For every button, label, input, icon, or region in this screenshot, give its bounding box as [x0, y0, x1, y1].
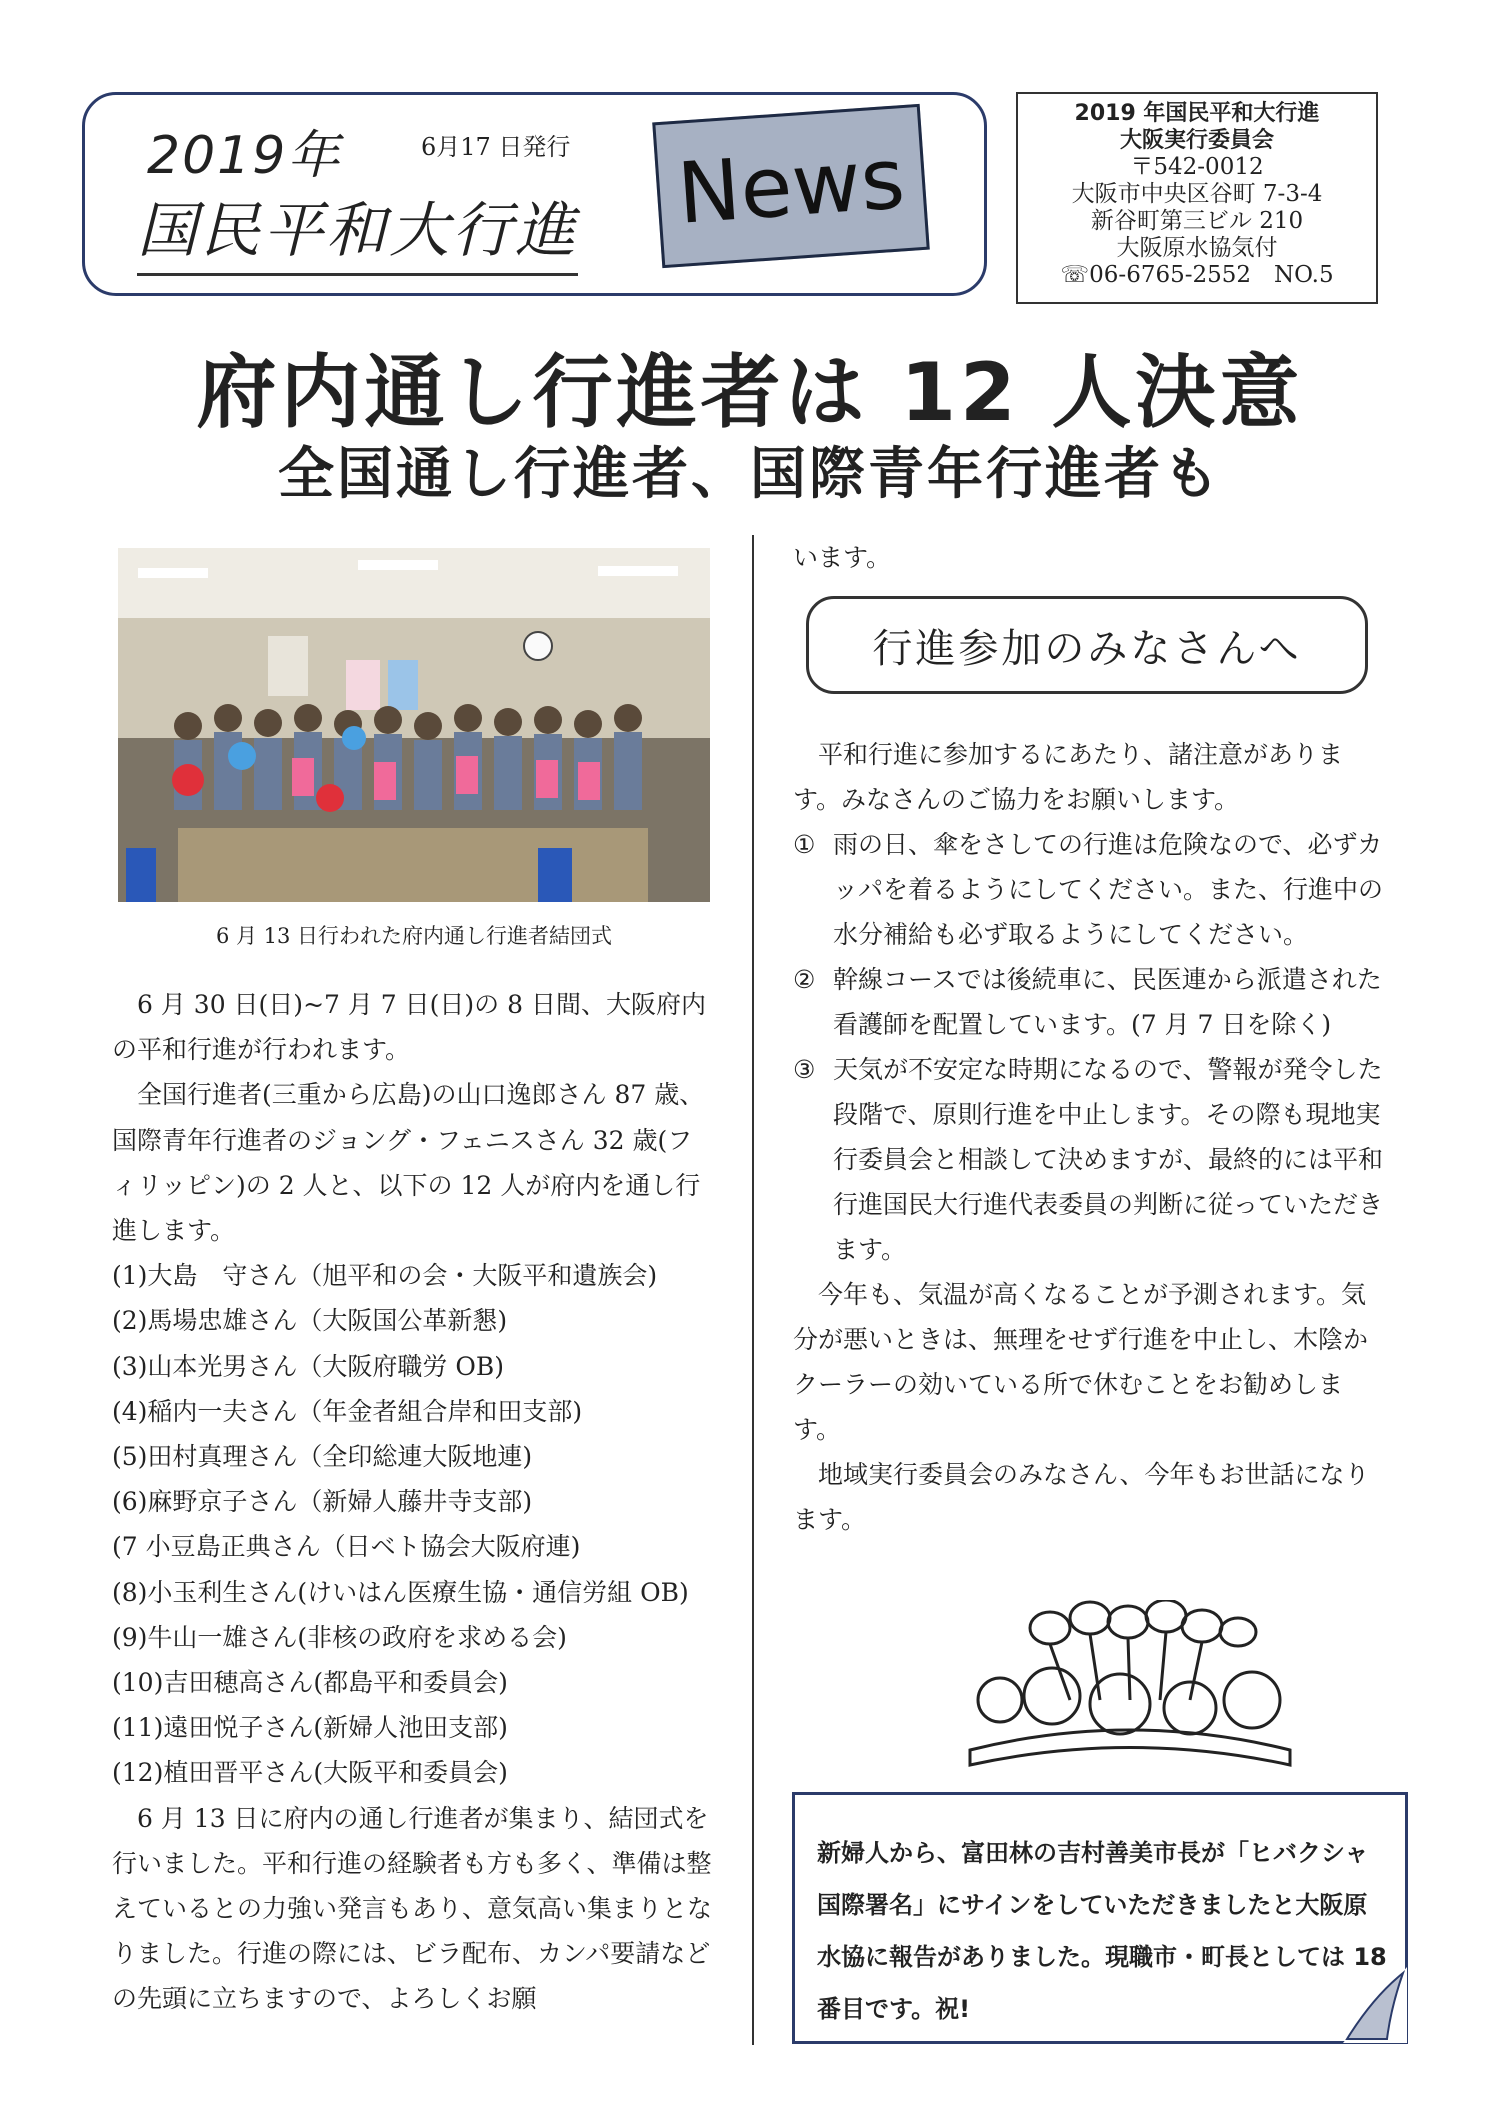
notice-item [793, 822, 1383, 957]
list-item: (11)遠田悦子さん(新婦人池田支部) [112, 1713, 508, 1743]
issue-date: 6月17 日発行 [421, 133, 571, 161]
list-item: (3)山本光男さん（大阪府職労 OB) [112, 1351, 504, 1381]
list-item: (1)大島 守さん（旭平和の会・大阪平和遺族会) [112, 1261, 658, 1291]
org-postal: 〒542-0012 [1130, 154, 1264, 180]
news-label: News [674, 129, 908, 243]
list-item: (4)稲内一夫さん（年金者組合岸和田支部) [112, 1396, 583, 1426]
organization-box [1016, 92, 1378, 304]
list-item: (8)小玉利生さん(けいはん医療生協・通信労組 OB) [112, 1577, 689, 1607]
list-item: (2)馬場忠雄さん（大阪国公革新懇) [112, 1306, 508, 1336]
notice-text: 雨の日、傘をさしての行進は危険なので、必ずカッパを着るようにしてください。また、行進中の水分補給も必ず取るようにしてください。 [833, 830, 1384, 949]
org-line1: 2019 年国民平和大行進 [1074, 101, 1320, 126]
list-item: (9)牛山一雄さん(非核の政府を求める会) [112, 1622, 567, 1652]
group-photo [118, 548, 710, 902]
callout-text: 新婦人から、富田林の吉村善美市長が「ヒバクシャ国際署名」にサインをしていただきましたと大阪原水協に報告がありました。現職市・町長としては 18 番目です。祝! [817, 1839, 1387, 2023]
notice-item [793, 957, 1383, 1047]
list-item: (7 小豆島正典さん（日ベト協会大阪府連) [112, 1532, 581, 1562]
photo-caption: 6 月 13 日行われた府内通し行進者結団式 [215, 924, 613, 948]
cartoon-drawing [940, 1600, 1320, 1770]
paragraph-schedule: 6 月 30 日(日)~7 月 7 日(日)の 8 日間、大阪府内の平和行進が行われます。 [112, 990, 706, 1065]
news-callout [792, 1792, 1408, 2044]
sub-headline: 全国通し行進者、国際青年行進者も [278, 442, 1222, 507]
notice-intro: 平和行進に参加するにあたり、諸注意があります。みなさんのご協力をお願いします。 [793, 740, 1344, 814]
org-address1: 大阪市中央区谷町 7-3-4 [1071, 181, 1323, 207]
notice-text: 幹線コースでは後続車に、民医連から派遣された看護師を配置しています。(7 月 7 日を除く) [833, 965, 1382, 1039]
marchers-cartoon-illustration [940, 1600, 1320, 1770]
news-badge [652, 104, 930, 268]
org-address2: 新谷町第三ビル 210 [1090, 208, 1304, 234]
newsletter-title: 国民平和大行進 [137, 183, 578, 276]
paragraph-ceremony: 6 月 13 日に府内の通し行進者が集まり、結団式を行いました。平和行進の経験者も方も多く、準備は整えているとの力強い発言もあり、意気高い集まりとなりました。行進の際には、ビラ配布、カンパ要請などの先頭に立ちますので、よろしくお願 [112, 1803, 713, 2014]
main-headline: 府内通し行進者は 12 人決意 [196, 346, 1304, 439]
org-address3: 大阪原水協気付 [1116, 235, 1278, 261]
notice-number: ③ [793, 1055, 816, 1084]
list-item: (10)吉田穂高さん(都島平和委員会) [112, 1668, 508, 1698]
list-item: (6)麻野京子さん（新婦人藤井寺支部) [112, 1487, 533, 1517]
notice-number: ① [793, 830, 816, 859]
org-line2: 大阪実行委員会 [1119, 128, 1274, 153]
paragraph-heat: 今年も、気温が高くなることが予測されます。気分が悪いときは、無理をせず行進を中止し、木陰かクーラーの効いている所で休むことをお勧めします。 [793, 1280, 1369, 1444]
list-item: (12)植田晋平さん(大阪平和委員会) [112, 1758, 508, 1788]
org-phone: ☏06-6765-2552 NO.5 [1060, 262, 1334, 288]
page-curl-icon [1343, 1967, 1407, 2043]
paragraph-thanks: 地域実行委員会のみなさん、今年もお世話になります。 [793, 1460, 1370, 1534]
masthead-year: 2019年 [147, 126, 342, 186]
marcher-list [112, 1253, 712, 1795]
notice-box-title: 行進参加のみなさんへ [806, 596, 1368, 694]
notice-number: ② [793, 965, 816, 994]
list-item: (5)田村真理さん（全印総連大阪地連) [112, 1442, 533, 1472]
left-column [112, 982, 712, 2022]
paragraph-marchers: 全国行進者(三重から広島)の山口逸郎さん 87 歳、国際青年行進者のジョング・フェニスさん 32 歳(フィリッピン)の 2 人と、以下の 12 人が府内を通し行進します。 [112, 1080, 705, 1246]
group-photo-illustration [118, 548, 710, 902]
notice-item [793, 1047, 1383, 1272]
masthead [82, 92, 987, 296]
continuation-text: います。 [793, 543, 892, 572]
notice-text: 天気が不安定な時期になるので、警報が発令した段階で、原則行進を中止します。その際も現地実行委員会と相談して決めますが、最終的には平和行進国民大行進代表委員の判断に従っていただきます。 [833, 1055, 1384, 1264]
column-divider [752, 535, 754, 2045]
